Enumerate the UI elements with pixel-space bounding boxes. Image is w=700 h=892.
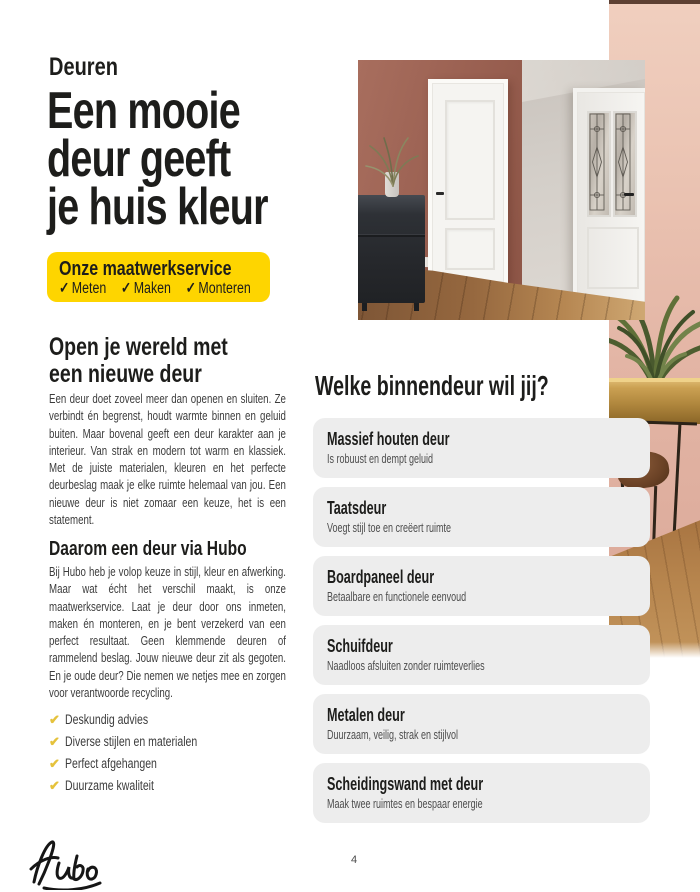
why-body: Bij Hubo heb je volop keuze in stijl, kleur en afwerking. Maar wat écht het verschil maakt, is onze maatwerkservice. Laat je deur door ons inmeten, maken én monteren, en je bent verzekerd van een perfect resultaat. Geen klemmende deuren of rammelend beslag. Jouw nieuwe deur zit als gegoten. En je oude deur? Die nemen we netjes mee en zorgen voor verantwoorde recycling. — [49, 564, 286, 701]
card-title: Schuifdeur — [327, 636, 393, 656]
door-type-card — [313, 625, 650, 685]
dried-plant — [360, 132, 422, 187]
checklist-item: ✔ Deskundig advies — [49, 712, 149, 727]
card-subtitle: Maak twee ruimtes en bespaar energie — [327, 797, 483, 811]
title-line: Een mooie — [47, 82, 241, 140]
card-title: Metalen deur — [327, 705, 405, 725]
door-panel — [445, 100, 495, 220]
door-type-card — [313, 556, 650, 616]
page-number: 4 — [350, 854, 358, 866]
checklist-item: ✔ Duurzame kwaliteit — [49, 778, 154, 793]
hubo-logo — [24, 834, 112, 890]
leaded-glass-pane — [613, 111, 637, 217]
check-icon: ✔ — [49, 712, 60, 727]
service-item: Meten — [71, 280, 107, 297]
title-line: deur geeft — [47, 130, 231, 188]
dark-cabinet — [358, 195, 425, 303]
check-icon: ✔ — [49, 778, 60, 793]
door-panel — [445, 228, 495, 270]
white-panel-door — [428, 79, 508, 284]
checklist-item: ✔ Diverse stijlen en materialen — [49, 734, 198, 749]
cabinet-leg — [362, 303, 367, 311]
card-subtitle: Betaalbare en functionele eenvoud — [327, 590, 467, 604]
service-box-items — [59, 280, 258, 298]
glass-panel-door — [573, 88, 645, 308]
card-subtitle: Voegt stijl toe en creëert ruimte — [327, 521, 452, 535]
service-item: Monteren — [198, 280, 251, 297]
title-line: je huis kleur — [47, 178, 268, 236]
door-type-card — [313, 418, 650, 478]
benefits-checklist — [49, 712, 235, 800]
ceiling-band — [609, 0, 700, 4]
door-panel — [587, 227, 639, 289]
door-handle — [436, 192, 444, 195]
door-type-card — [313, 763, 650, 823]
card-title: Scheidingswand met deur — [327, 774, 484, 794]
leaded-glass-pane — [587, 111, 611, 217]
card-title: Massief houten deur — [327, 429, 450, 449]
intro-heading: Open je wereld met een nieuwe deur — [49, 333, 228, 388]
check-icon: ✔ — [49, 756, 60, 771]
card-subtitle: Naadloos afsluiten zonder ruimteverlies — [327, 659, 485, 673]
door-type-card — [313, 694, 650, 754]
service-box-title: Onze maatwerkservice — [59, 258, 232, 280]
why-heading: Daarom een deur via Hubo — [49, 538, 247, 560]
door-type-card — [313, 487, 650, 547]
door-types-heading: Welke binnendeur wil jij? — [315, 370, 549, 401]
door-handle — [624, 193, 634, 196]
card-title: Taatsdeur — [327, 498, 387, 518]
page-title — [47, 82, 337, 236]
intro-body: Een deur doet zoveel meer dan openen en sluiten. Ze verbindt én begrenst, houdt warmte binnen en geluid buiten. Maar bovenal geeft een deur karakter aan je interieur. Van strak en modern tot warm en klassiek. Met de juiste materialen, kleuren en het perfecte deurbeslag maak je elke ruimte helemaal van jou. Een nieuwe deur is niet zomaar een keuze, het is een statement. — [49, 391, 286, 528]
hero-photo — [358, 60, 645, 320]
checklist-item: ✔ Perfect afgehangen — [49, 756, 157, 771]
card-title: Boardpaneel deur — [327, 567, 435, 587]
door-face — [432, 83, 504, 282]
check-icon: ✓ — [120, 280, 132, 297]
card-subtitle: Duurzaam, veilig, strak en stijlvol — [327, 728, 459, 742]
check-icon: ✓ — [185, 280, 196, 297]
check-icon: ✔ — [49, 734, 60, 749]
check-icon: ✓ — [59, 280, 70, 297]
service-highlight-box — [47, 252, 270, 302]
door-type-list — [313, 418, 650, 823]
service-item: Maken — [133, 280, 171, 297]
cabinet-leg — [414, 303, 419, 311]
door-face — [577, 92, 645, 306]
section-kicker: Deuren — [49, 53, 118, 81]
card-subtitle: Is robuust en dempt geluid — [327, 452, 434, 466]
